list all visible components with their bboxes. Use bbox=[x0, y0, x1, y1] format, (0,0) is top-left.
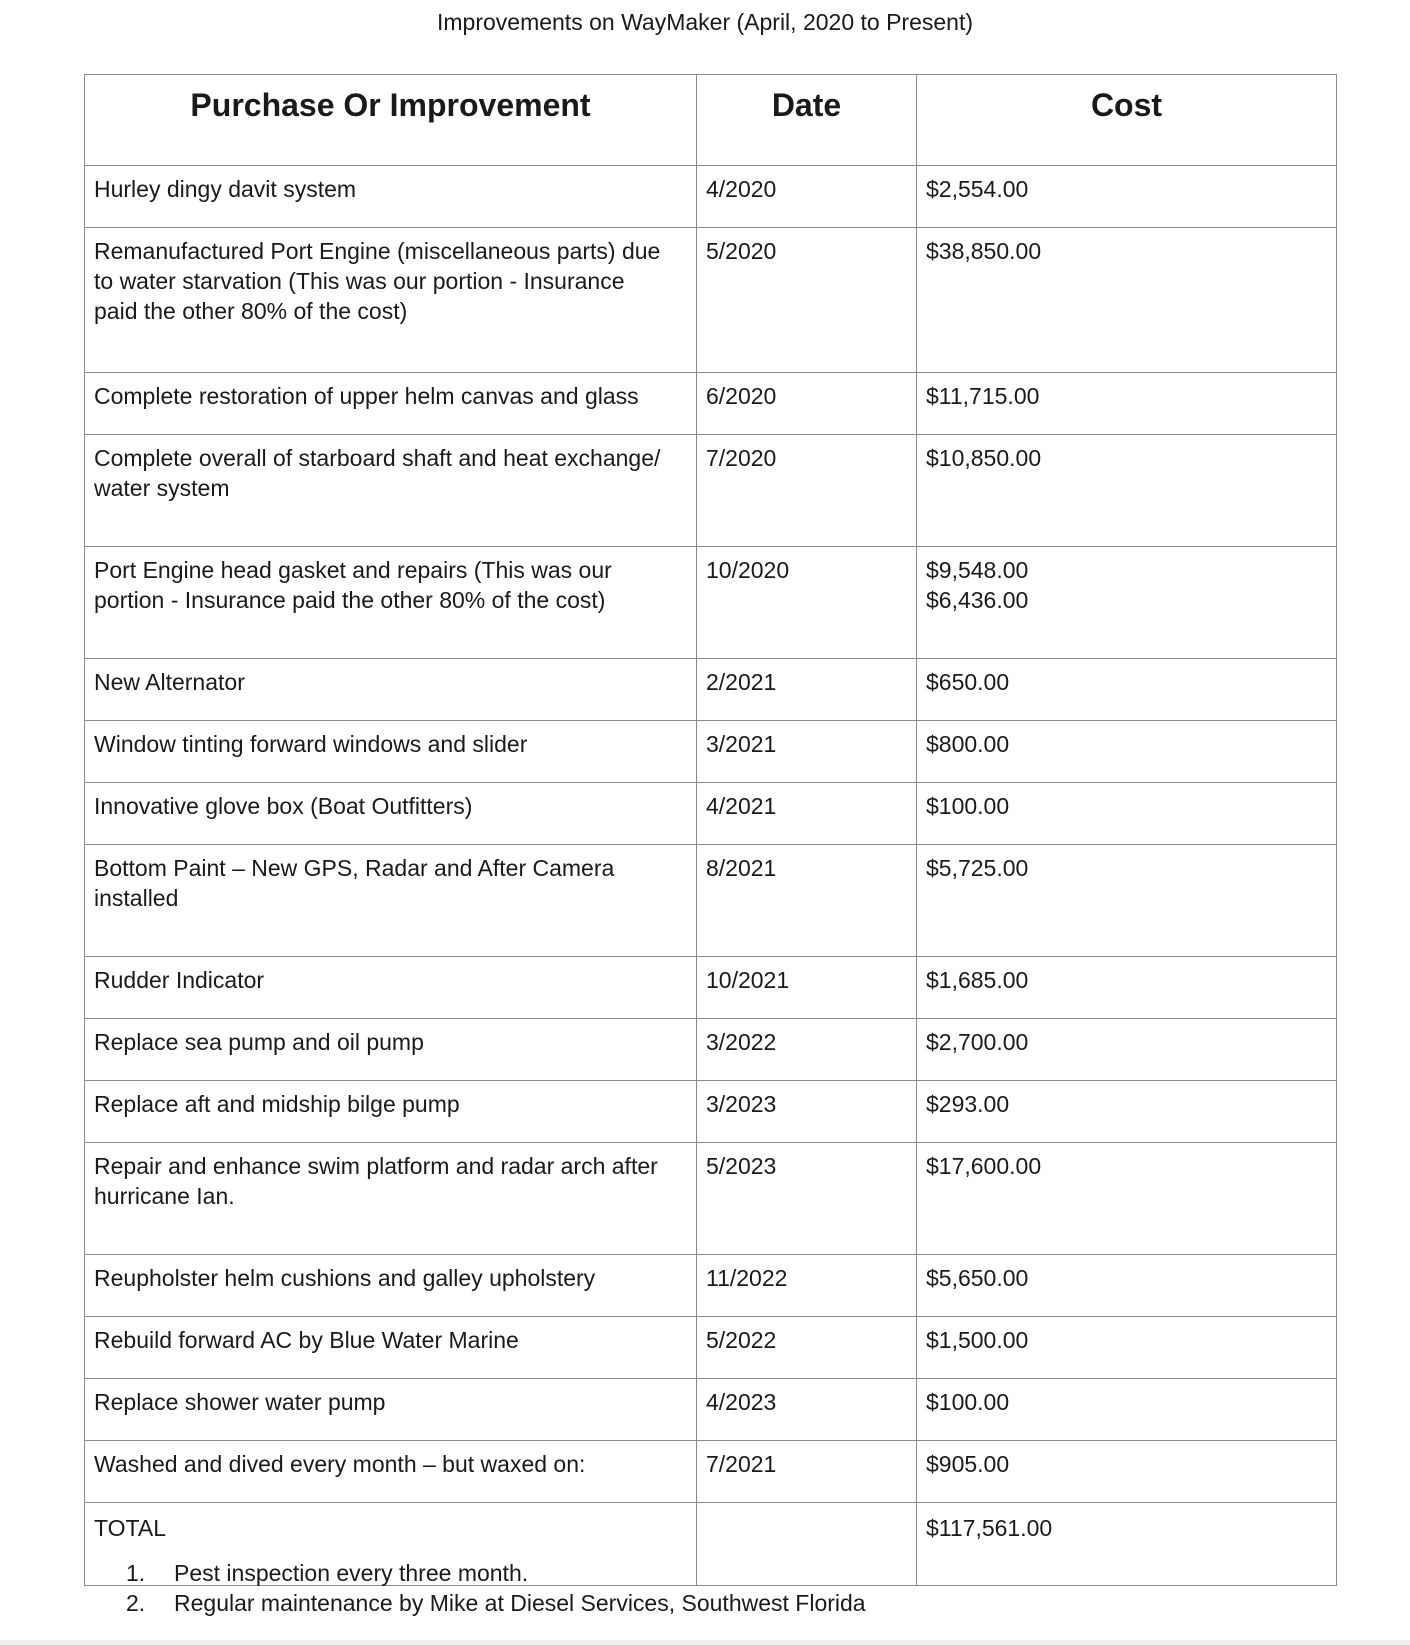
item-text-line: Replace sea pump and oil pump bbox=[94, 1029, 424, 1055]
date-cell: 3/2022 bbox=[697, 1019, 917, 1081]
date-cell: 5/2022 bbox=[697, 1317, 917, 1379]
cost-cell bbox=[917, 228, 1337, 373]
table-row bbox=[85, 1019, 1337, 1081]
item-text-line: Remanufactured Port Engine (miscellaneous parts) due bbox=[94, 238, 661, 264]
item-text-line: Window tinting forward windows and slider bbox=[94, 731, 528, 757]
table-row bbox=[85, 435, 1337, 547]
table-row bbox=[85, 1081, 1337, 1143]
cost-value: $293.00 bbox=[926, 1091, 1010, 1117]
cost-cell bbox=[917, 1019, 1337, 1081]
item-text-line: Replace shower water pump bbox=[94, 1389, 386, 1415]
table-row bbox=[85, 547, 1337, 659]
table-row bbox=[85, 783, 1337, 845]
item-text-line: Complete restoration of upper helm canvas and glass bbox=[94, 383, 639, 409]
date-cell: 4/2021 bbox=[697, 783, 917, 845]
page-bottom-edge bbox=[0, 1640, 1410, 1645]
cost-cell bbox=[917, 1317, 1337, 1379]
cost-cell bbox=[917, 547, 1337, 659]
date-cell: 10/2020 bbox=[697, 547, 917, 659]
table-row bbox=[85, 1143, 1337, 1255]
item-text-line: Washed and dived every month – but waxed on: bbox=[94, 1451, 586, 1477]
date-cell: 10/2021 bbox=[697, 957, 917, 1019]
cost-value: $9,548.00 bbox=[926, 557, 1029, 583]
table-row bbox=[85, 228, 1337, 373]
table-row bbox=[85, 721, 1337, 783]
header-cost: Cost bbox=[917, 75, 1337, 166]
cost-cell bbox=[917, 1379, 1337, 1441]
item-cell bbox=[85, 1317, 697, 1379]
cost-value: $100.00 bbox=[926, 793, 1010, 819]
date-cell: 4/2020 bbox=[697, 166, 917, 228]
item-cell bbox=[85, 1255, 697, 1317]
date-cell: 5/2020 bbox=[697, 228, 917, 373]
note-item bbox=[120, 1588, 866, 1618]
item-text-line: Innovative glove box (Boat Outfitters) bbox=[94, 793, 473, 819]
cost-value: $2,700.00 bbox=[926, 1029, 1029, 1055]
note-text: Pest inspection every three month. bbox=[174, 1560, 529, 1586]
date-cell: 3/2023 bbox=[697, 1081, 917, 1143]
item-text-line: Reupholster helm cushions and galley upholstery bbox=[94, 1265, 596, 1291]
item-text-line: New Alternator bbox=[94, 669, 245, 695]
item-text-line: Replace aft and midship bilge pump bbox=[94, 1091, 460, 1117]
item-cell bbox=[85, 547, 697, 659]
cost-cell bbox=[917, 845, 1337, 957]
date-cell: 8/2021 bbox=[697, 845, 917, 957]
cost-value: $1,685.00 bbox=[926, 967, 1029, 993]
item-text-line: to water starvation (This was our portion - Insurance bbox=[94, 268, 625, 294]
cost-value: $1,500.00 bbox=[926, 1327, 1029, 1353]
item-text-line: water system bbox=[94, 475, 230, 501]
cost-value: $650.00 bbox=[926, 669, 1010, 695]
cost-cell bbox=[917, 1255, 1337, 1317]
document-title: Improvements on WayMaker (April, 2020 to Present) bbox=[436, 9, 974, 35]
cost-cell bbox=[917, 1441, 1337, 1503]
item-cell bbox=[85, 957, 697, 1019]
header-date: Date bbox=[697, 75, 917, 166]
item-cell bbox=[85, 1441, 697, 1503]
item-text-line: Repair and enhance swim platform and radar arch after bbox=[94, 1153, 658, 1179]
note-number: 2. bbox=[126, 1590, 146, 1616]
note-number: 1. bbox=[126, 1560, 146, 1586]
date-cell: 4/2023 bbox=[697, 1379, 917, 1441]
item-text-line: portion - Insurance paid the other 80% of the cost) bbox=[94, 587, 606, 613]
table-row bbox=[85, 659, 1337, 721]
cost-cell bbox=[917, 957, 1337, 1019]
table-row bbox=[85, 373, 1337, 435]
item-text-line: Port Engine head gasket and repairs (This was our bbox=[94, 557, 612, 583]
item-cell bbox=[85, 166, 697, 228]
item-cell bbox=[85, 659, 697, 721]
item-text-line: Rebuild forward AC by Blue Water Marine bbox=[94, 1327, 519, 1353]
cost-cell bbox=[917, 659, 1337, 721]
item-text-line: Hurley dingy davit system bbox=[94, 176, 357, 202]
cost-cell bbox=[917, 435, 1337, 547]
cost-value: $38,850.00 bbox=[926, 238, 1042, 264]
date-cell: 2/2021 bbox=[697, 659, 917, 721]
item-cell bbox=[85, 1019, 697, 1081]
cost-value: $5,725.00 bbox=[926, 855, 1029, 881]
table-row bbox=[85, 1317, 1337, 1379]
cost-cell bbox=[917, 166, 1337, 228]
item-cell bbox=[85, 228, 697, 373]
date-cell: 3/2021 bbox=[697, 721, 917, 783]
cost-value: $2,554.00 bbox=[926, 176, 1029, 202]
item-text-line: Rudder Indicator bbox=[94, 967, 265, 993]
item-text-line: paid the other 80% of the cost) bbox=[94, 298, 408, 324]
cost-value: $800.00 bbox=[926, 731, 1010, 757]
note-item bbox=[120, 1558, 866, 1588]
cost-cell bbox=[917, 373, 1337, 435]
item-cell bbox=[85, 1379, 697, 1441]
table-row bbox=[85, 166, 1337, 228]
cost-value: $6,436.00 bbox=[926, 587, 1029, 613]
item-cell bbox=[85, 845, 697, 957]
table-row bbox=[85, 845, 1337, 957]
item-text-line: Complete overall of starboard shaft and heat exchange/ bbox=[94, 445, 661, 471]
date-cell: 5/2023 bbox=[697, 1143, 917, 1255]
cost-value: $11,715.00 bbox=[926, 383, 1040, 409]
cost-cell bbox=[917, 721, 1337, 783]
total-label: TOTAL bbox=[85, 1503, 697, 1586]
date-cell: 11/2022 bbox=[697, 1255, 917, 1317]
item-text-line: Bottom Paint – New GPS, Radar and After Camera bbox=[94, 855, 615, 881]
table-header-row bbox=[85, 75, 1337, 166]
cost-cell bbox=[917, 1143, 1337, 1255]
date-cell: 7/2021 bbox=[697, 1441, 917, 1503]
item-cell bbox=[85, 373, 697, 435]
header-item: Purchase Or Improvement bbox=[85, 75, 697, 166]
note-text: Regular maintenance by Mike at Diesel Services, Southwest Florida bbox=[174, 1590, 866, 1616]
item-cell bbox=[85, 435, 697, 547]
item-cell bbox=[85, 783, 697, 845]
item-text-line: hurricane Ian. bbox=[94, 1183, 235, 1209]
cost-cell bbox=[917, 1081, 1337, 1143]
date-cell: 6/2020 bbox=[697, 373, 917, 435]
item-cell bbox=[85, 1081, 697, 1143]
cost-value: $100.00 bbox=[926, 1389, 1010, 1415]
cost-cell bbox=[917, 783, 1337, 845]
item-text-line: installed bbox=[94, 885, 179, 911]
cost-value: $10,850.00 bbox=[926, 445, 1042, 471]
item-cell bbox=[85, 721, 697, 783]
cost-value: $905.00 bbox=[926, 1451, 1010, 1477]
table-row bbox=[85, 1379, 1337, 1441]
date-cell: 7/2020 bbox=[697, 435, 917, 547]
table-row bbox=[85, 1441, 1337, 1503]
notes-list bbox=[120, 1558, 866, 1618]
total-value: $117,561.00 bbox=[917, 1503, 1337, 1586]
improvements-table bbox=[84, 74, 1337, 1586]
table-row bbox=[85, 957, 1337, 1019]
table-body bbox=[85, 166, 1337, 1503]
table-row bbox=[85, 1255, 1337, 1317]
item-cell bbox=[85, 1143, 697, 1255]
cost-value: $17,600.00 bbox=[926, 1153, 1042, 1179]
cost-value: $5,650.00 bbox=[926, 1265, 1029, 1291]
